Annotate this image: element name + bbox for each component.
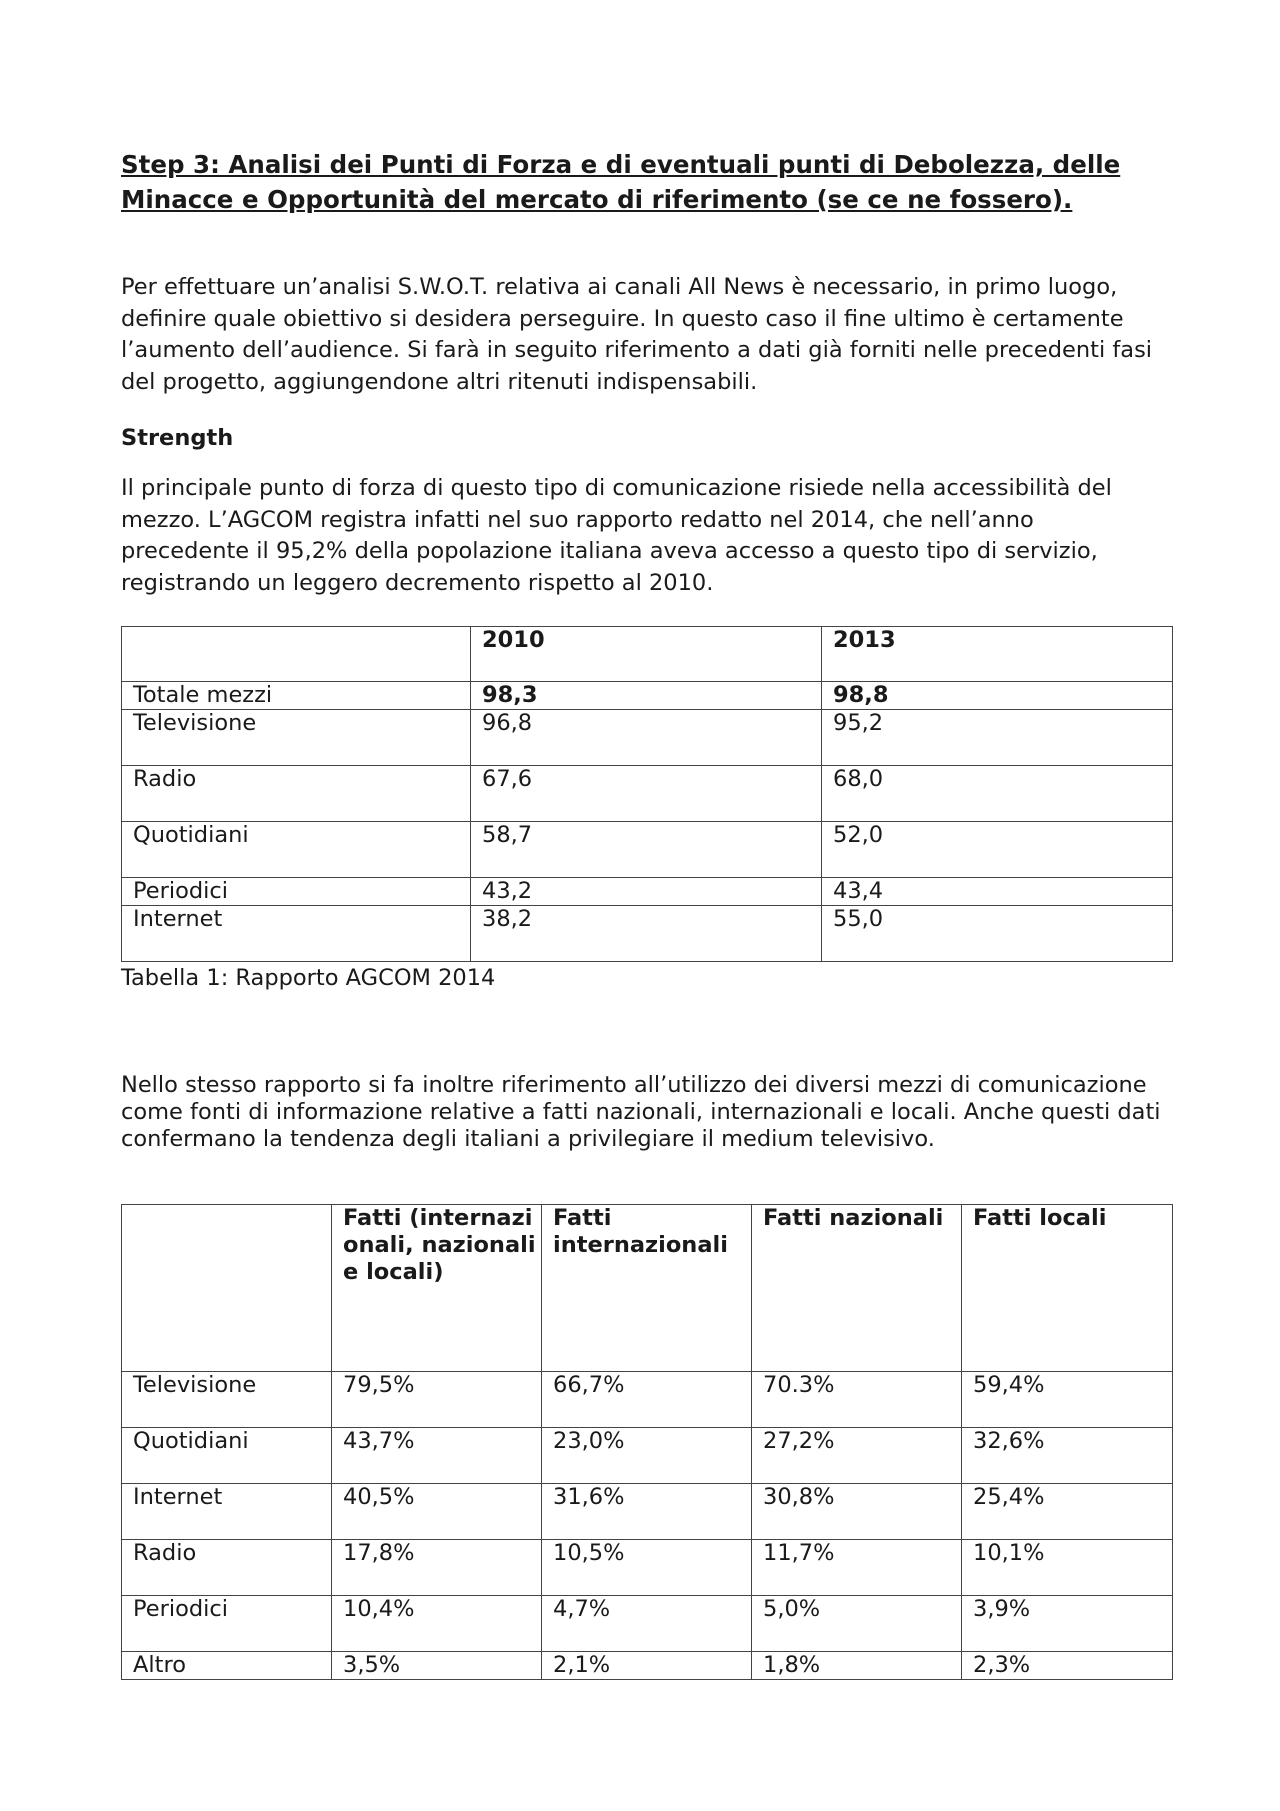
table-cell: 98,3 [471, 682, 822, 710]
table-cell: 11,7% [752, 1540, 962, 1596]
table-cell: 43,7% [332, 1428, 542, 1484]
information-sources-table [121, 1204, 1173, 1680]
table-cell: 59,4% [962, 1372, 1173, 1428]
table-cell: 43,2 [471, 878, 822, 906]
table-header-cell [122, 627, 471, 682]
table-cell: 68,0 [822, 766, 1173, 822]
table-cell: 31,6% [542, 1484, 752, 1540]
table-row [122, 878, 1173, 906]
strength-paragraph: Il principale punto di forza di questo tipo di comunicazione risiede nella accessibilità del mezzo. L’AGCOM registra infatti nel suo rapporto redatto nel 2014, che nell’anno precedente il 95,2% della popolazione italiana aveva accesso a questo tipo di servizio, registrando un leggero decremento rispetto al 2010. [121, 475, 1112, 596]
table-cell: Totale mezzi [122, 682, 471, 710]
table-header-cell: Fatti (internazionali, nazionali e locali) [332, 1205, 542, 1372]
table-cell: Periodici [122, 1596, 332, 1652]
table-cell: 30,8% [752, 1484, 962, 1540]
table-cell: Radio [122, 1540, 332, 1596]
table-cell: 38,2 [471, 906, 822, 962]
table-cell: Internet [122, 906, 471, 962]
table-row [122, 1596, 1173, 1652]
table-cell: 43,4 [822, 878, 1173, 906]
table-row [122, 766, 1173, 822]
table-cell: Radio [122, 766, 471, 822]
table-cell: 10,1% [962, 1540, 1173, 1596]
step-heading: Step 3: Analisi dei Punti di Forza e di eventuali punti di Debolezza, delle Minacce e Opportunità del mercato di riferimento (se ce ne fossero). [121, 150, 1121, 214]
table-row [122, 682, 1173, 710]
table-cell: Internet [122, 1484, 332, 1540]
table-cell: 32,6% [962, 1428, 1173, 1484]
table-cell: 4,7% [542, 1596, 752, 1652]
table-header-row [122, 627, 1173, 682]
table-cell: 66,7% [542, 1372, 752, 1428]
table-header-cell: 2010 [471, 627, 822, 682]
table-header-cell: 2013 [822, 627, 1173, 682]
table-header-cell [122, 1205, 332, 1372]
table-row [122, 1428, 1173, 1484]
agcom-access-table [121, 626, 1173, 962]
table-cell: Quotidiani [122, 822, 471, 878]
table-cell: 98,8 [822, 682, 1173, 710]
table-cell: 1,8% [752, 1652, 962, 1680]
table-cell: Televisione [122, 710, 471, 766]
table-cell: 95,2 [822, 710, 1173, 766]
table-row [122, 1540, 1173, 1596]
table-header-row [122, 1205, 1173, 1372]
table-header-cell: Fatti nazionali [752, 1205, 962, 1372]
table-cell: Televisione [122, 1372, 332, 1428]
table-cell: 25,4% [962, 1484, 1173, 1540]
table-row [122, 822, 1173, 878]
table-cell: 23,0% [542, 1428, 752, 1484]
table-cell: 10,4% [332, 1596, 542, 1652]
table-caption: Tabella 1: Rapporto AGCOM 2014 [121, 965, 496, 991]
table-cell: Quotidiani [122, 1428, 332, 1484]
table-header-cell: Fatti locali [962, 1205, 1173, 1372]
table-row [122, 1372, 1173, 1428]
table-cell: 2,1% [542, 1652, 752, 1680]
table-cell: Altro [122, 1652, 332, 1680]
table-row [122, 710, 1173, 766]
table-cell: 17,8% [332, 1540, 542, 1596]
strength-title: Strength [121, 425, 234, 451]
table-cell: 2,3% [962, 1652, 1173, 1680]
intro-paragraph: Per effettuare un’analisi S.W.O.T. relativa ai canali All News è necessario, in primo luogo, definire quale obiettivo si desidera perseguire. In questo caso il fine ultimo è certamente l’aumento dell’audience. Si farà in seguito riferimento a dati già forniti nelle precedenti fasi del progetto, aggiungendone altri ritenuti indispensabili. [121, 274, 1153, 395]
table-cell: 96,8 [471, 710, 822, 766]
table-header-cell: Fatti internazionali [542, 1205, 752, 1372]
table-cell: 58,7 [471, 822, 822, 878]
second-paragraph: Nello stesso rapporto si fa inoltre riferimento all’utilizzo dei diversi mezzi di comunicazione come fonti di informazione relative a fatti nazionali, internazionali e locali. Anche questi dati confermano la tendenza degli italiani a privilegiare il medium televisivo. [121, 1072, 1161, 1152]
table-cell: 3,5% [332, 1652, 542, 1680]
table-cell: 40,5% [332, 1484, 542, 1540]
table-cell: 52,0 [822, 822, 1173, 878]
table-cell: 5,0% [752, 1596, 962, 1652]
table-cell: 10,5% [542, 1540, 752, 1596]
table-cell: Periodici [122, 878, 471, 906]
table-cell: 70.3% [752, 1372, 962, 1428]
table-cell: 27,2% [752, 1428, 962, 1484]
table-cell: 67,6 [471, 766, 822, 822]
table-cell: 55,0 [822, 906, 1173, 962]
table-row [122, 1484, 1173, 1540]
table-cell: 79,5% [332, 1372, 542, 1428]
table-row [122, 1652, 1173, 1680]
table-cell: 3,9% [962, 1596, 1173, 1652]
table-row [122, 906, 1173, 962]
